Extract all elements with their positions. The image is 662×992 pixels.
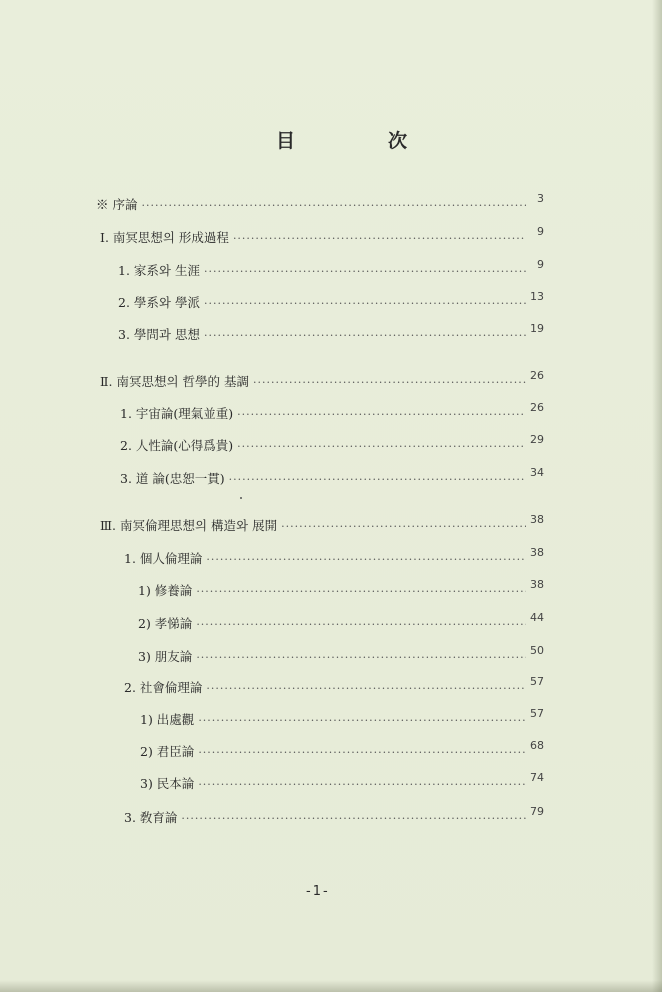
dot-leader [206, 680, 526, 698]
page-title-char-1: 目 [276, 130, 298, 152]
dot-leader [237, 438, 526, 456]
toc-page-number: 74 [530, 771, 544, 784]
toc-page-number: 38 [530, 578, 544, 591]
toc-entry-chapter-3 [100, 513, 544, 536]
toc-entry-2-2 [120, 433, 544, 456]
toc-page-number: 26 [530, 401, 544, 414]
toc-entry-label: 2. 人性論(心得爲貴) [120, 438, 234, 453]
toc-entry-1-2 [118, 290, 544, 313]
dot-leader [196, 649, 526, 667]
toc-page-number: 68 [530, 739, 544, 752]
dot-leader [253, 374, 526, 392]
toc-entry-label: 3) 民本論 [140, 776, 195, 791]
toc-entry-label: 2. 學系와 學派 [118, 295, 200, 310]
toc-entry-3-2 [124, 675, 544, 698]
dot-leader [196, 616, 526, 634]
dot-leader [237, 406, 526, 424]
toc-entry-3-2-3 [140, 771, 544, 794]
toc-entry-label: 2) 孝悌論 [138, 616, 193, 631]
toc-entry-label: 1. 宇宙論(理氣並重) [120, 406, 234, 421]
toc-entry-label: 3. 敎育論 [124, 810, 178, 825]
toc-page-number: 19 [530, 322, 544, 335]
toc-entry-3-2-1 [140, 707, 544, 730]
toc-entry-label: 3. 學問과 思想 [118, 327, 200, 342]
toc-entry-chapter-2 [100, 369, 544, 392]
dot-leader [204, 295, 526, 313]
toc-page-number: 9 [537, 225, 544, 238]
toc-entry-label: Ⅲ. 南冥倫理思想의 構造와 展開 [100, 518, 278, 533]
toc-entry-label: 3) 朋友論 [138, 649, 193, 664]
toc-page-number: 9 [537, 258, 544, 271]
toc-page-number: 38 [530, 513, 544, 526]
toc-page-number: 3 [537, 192, 544, 205]
toc-page-number: 79 [530, 805, 544, 818]
toc-entry-label: 3. 道 論(忠恕一貫) [120, 471, 225, 486]
toc-entry-chapter-1 [100, 225, 544, 248]
toc-entry-label: 1) 出處觀 [140, 712, 195, 727]
toc-entry-3-1-3 [138, 644, 544, 667]
toc-page-number: 34 [530, 466, 544, 479]
toc-entry-label: Ⅱ. 南冥思想의 哲學的 基調 [100, 374, 249, 389]
toc-entry-2-1 [120, 401, 544, 424]
toc-page-number: 57 [530, 707, 544, 720]
toc-entry-label: 1) 修養論 [138, 583, 193, 598]
dot-leader [204, 263, 526, 281]
dot-leader [229, 471, 526, 489]
toc-entry-label: Ⅰ. 南冥思想의 形成過程 [100, 230, 229, 245]
toc-page-number: 38 [530, 546, 544, 559]
dot-leader [198, 712, 526, 730]
toc-entry-label: 1. 家系와 生涯 [118, 263, 200, 278]
dot-leader [281, 518, 526, 536]
dot-leader [233, 230, 526, 248]
dot-leader [206, 551, 526, 569]
toc-entry-label: 2. 社會倫理論 [124, 680, 203, 695]
toc-entry-1-3 [118, 322, 544, 345]
dot-leader [141, 197, 526, 215]
dot-leader [181, 810, 526, 828]
toc-entry-intro [96, 192, 544, 215]
toc-page-number: 26 [530, 369, 544, 382]
toc-entry-label: ※ 序論 [96, 197, 138, 212]
toc-page-number: 44 [530, 611, 544, 624]
toc-entry-1-1 [118, 258, 544, 281]
toc-entry-label: 2) 君臣論 [140, 744, 195, 759]
toc-page-number: 50 [530, 644, 544, 657]
stray-dot [240, 497, 242, 499]
page-title-char-2: 次 [388, 130, 410, 152]
page-number-footer: -1- [306, 884, 330, 899]
toc-entry-3-1 [124, 546, 544, 569]
toc-page-number: 13 [530, 290, 544, 303]
dot-leader [196, 583, 526, 601]
toc-entry-3-1-2 [138, 611, 544, 634]
toc-entry-2-3 [120, 466, 544, 489]
toc-entry-label: 1. 個人倫理論 [124, 551, 203, 566]
toc-page-number: 29 [530, 433, 544, 446]
dot-leader [204, 327, 526, 345]
toc-entry-3-3 [124, 805, 544, 828]
dot-leader [198, 776, 526, 794]
toc-page-number: 57 [530, 675, 544, 688]
toc-entry-3-1-1 [138, 578, 544, 601]
toc-entry-3-2-2 [140, 739, 544, 762]
dot-leader [198, 744, 526, 762]
